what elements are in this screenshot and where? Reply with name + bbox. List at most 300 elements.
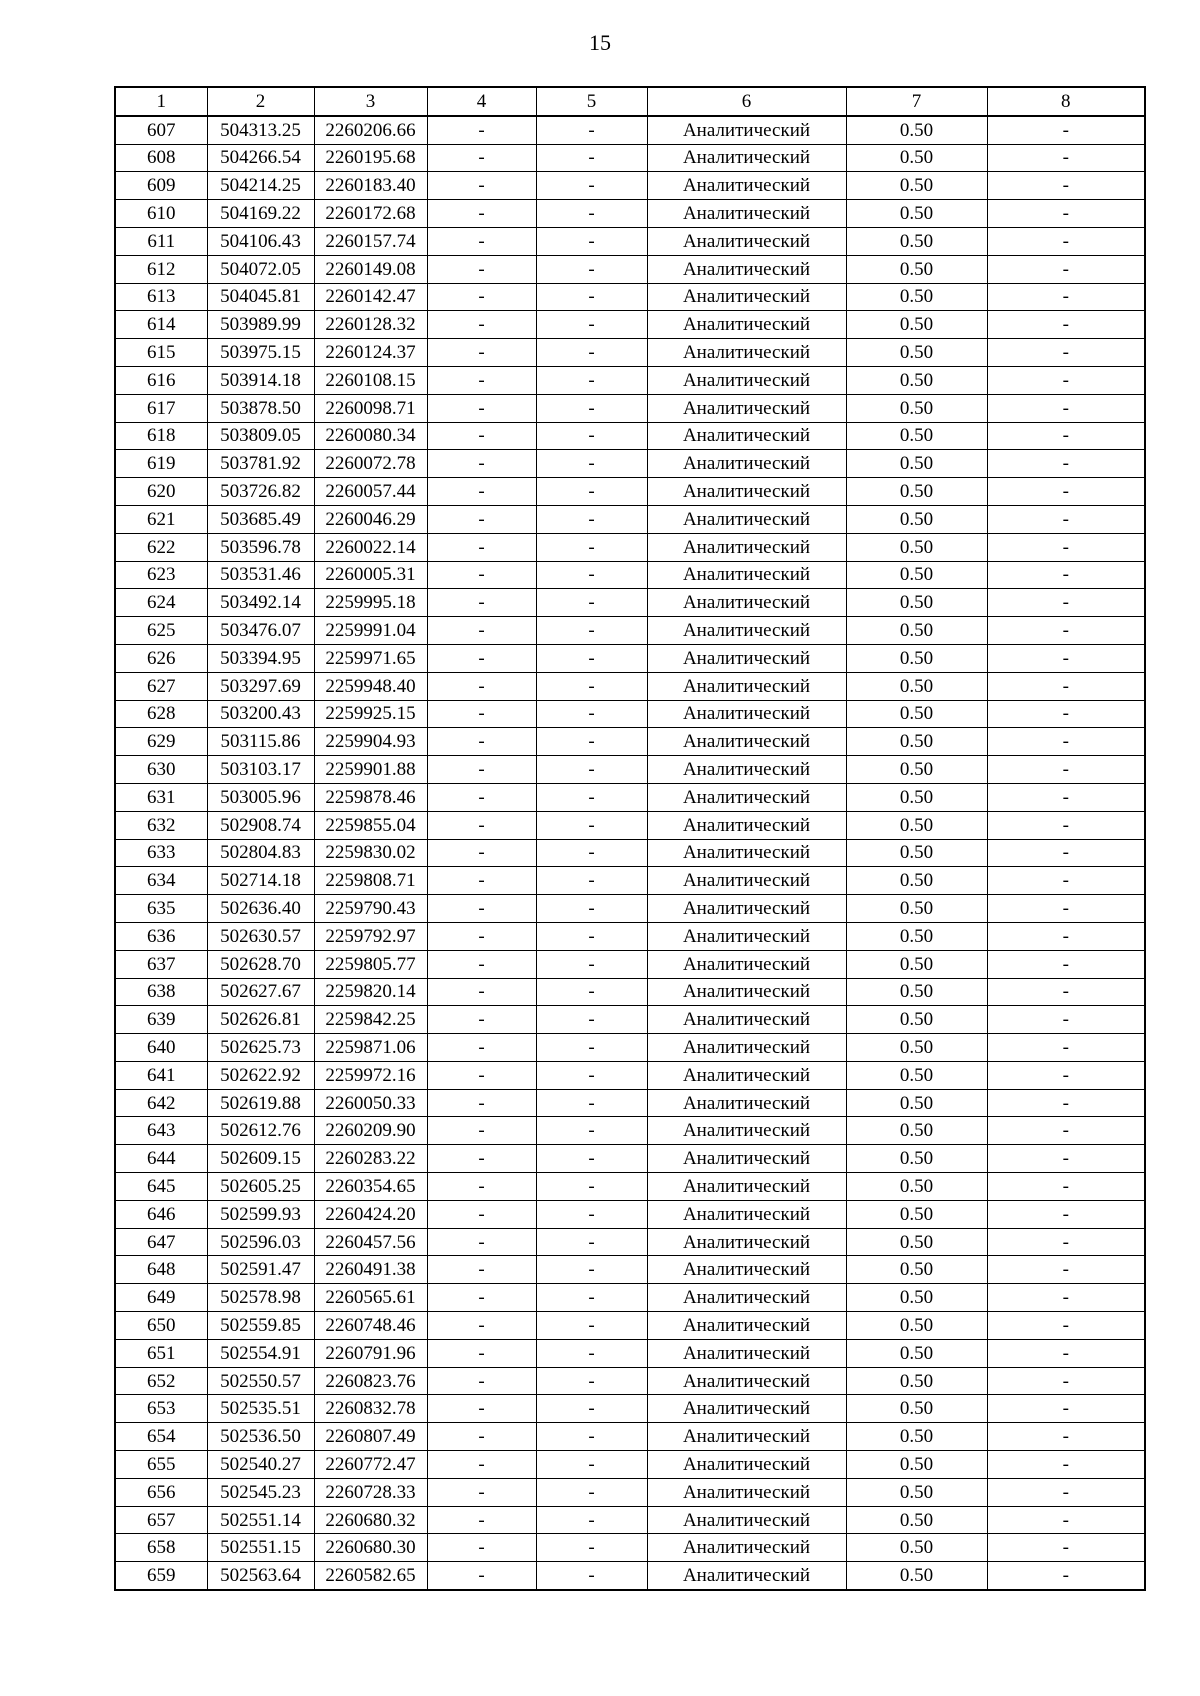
table-cell: - — [536, 1367, 647, 1395]
table-cell: - — [427, 478, 536, 506]
column-header-5: 5 — [536, 87, 647, 116]
table-cell: - — [536, 756, 647, 784]
table-cell: - — [427, 1200, 536, 1228]
table-cell: - — [987, 867, 1145, 895]
table-row — [115, 839, 1145, 867]
table-cell: Аналитический — [647, 1173, 846, 1201]
table-cell: 2260206.66 — [314, 116, 427, 144]
table-cell: - — [536, 1117, 647, 1145]
table-cell: Аналитический — [647, 950, 846, 978]
table-cell: 502540.27 — [207, 1451, 314, 1479]
table-cell: - — [536, 450, 647, 478]
table-cell: 502626.81 — [207, 1006, 314, 1034]
table-cell: - — [987, 1034, 1145, 1062]
table-cell: - — [987, 200, 1145, 228]
table-row — [115, 200, 1145, 228]
table-cell: 2260050.33 — [314, 1089, 427, 1117]
table-cell: - — [536, 116, 647, 144]
table-cell: Аналитический — [647, 1395, 846, 1423]
table-cell: - — [536, 978, 647, 1006]
table-row — [115, 1256, 1145, 1284]
table-cell: 613 — [115, 283, 207, 311]
table-cell: - — [427, 311, 536, 339]
table-cell: 0.50 — [846, 1117, 987, 1145]
table-cell: 502559.85 — [207, 1312, 314, 1340]
table-cell: 0.50 — [846, 1256, 987, 1284]
table-cell: - — [987, 1451, 1145, 1479]
table-cell: Аналитический — [647, 589, 846, 617]
table-cell: - — [987, 283, 1145, 311]
table-cell: 0.50 — [846, 978, 987, 1006]
table-cell: - — [536, 1200, 647, 1228]
table-cell: 2260832.78 — [314, 1395, 427, 1423]
table-cell: 0.50 — [846, 1506, 987, 1534]
table-cell: - — [427, 895, 536, 923]
table-row — [115, 339, 1145, 367]
table-row — [115, 1423, 1145, 1451]
table-cell: - — [987, 783, 1145, 811]
table-cell: 0.50 — [846, 950, 987, 978]
table-cell: - — [987, 811, 1145, 839]
table-cell: 2260157.74 — [314, 227, 427, 255]
table-cell: - — [427, 1506, 536, 1534]
table-cell: 504169.22 — [207, 200, 314, 228]
table-cell: 2259808.71 — [314, 867, 427, 895]
table-cell: - — [987, 756, 1145, 784]
table-cell: 2260491.38 — [314, 1256, 427, 1284]
table-cell: - — [987, 1423, 1145, 1451]
table-cell: 2259820.14 — [314, 978, 427, 1006]
table-cell: 0.50 — [846, 839, 987, 867]
table-cell: Аналитический — [647, 783, 846, 811]
table-row — [115, 1312, 1145, 1340]
table-cell: 2259995.18 — [314, 589, 427, 617]
table-cell: 635 — [115, 895, 207, 923]
table-cell: - — [987, 839, 1145, 867]
table-cell: 627 — [115, 672, 207, 700]
table-cell: - — [427, 1034, 536, 1062]
table-cell: - — [987, 1117, 1145, 1145]
table-row — [115, 394, 1145, 422]
table-row — [115, 366, 1145, 394]
table-cell: 620 — [115, 478, 207, 506]
table-row — [115, 672, 1145, 700]
table-cell: - — [987, 144, 1145, 172]
table-cell: 634 — [115, 867, 207, 895]
table-cell: Аналитический — [647, 1256, 846, 1284]
table-cell: 502578.98 — [207, 1284, 314, 1312]
table-cell: 2260680.32 — [314, 1506, 427, 1534]
table-cell: - — [427, 394, 536, 422]
table-cell: 2259830.02 — [314, 839, 427, 867]
page-number: 15 — [589, 30, 611, 55]
table-cell: - — [987, 394, 1145, 422]
table-cell: Аналитический — [647, 1423, 846, 1451]
table-cell: Аналитический — [647, 422, 846, 450]
table-cell: 2259948.40 — [314, 672, 427, 700]
table-cell: - — [987, 1256, 1145, 1284]
table-cell: - — [536, 839, 647, 867]
table-cell: - — [427, 1367, 536, 1395]
table-cell: 2260080.34 — [314, 422, 427, 450]
table-cell: 0.50 — [846, 311, 987, 339]
table-cell: - — [536, 922, 647, 950]
table-cell: 2260124.37 — [314, 339, 427, 367]
table-cell: 2260072.78 — [314, 450, 427, 478]
table-cell: Аналитический — [647, 311, 846, 339]
table-cell: - — [987, 1367, 1145, 1395]
table-cell: - — [536, 867, 647, 895]
table-row — [115, 756, 1145, 784]
table-cell: 0.50 — [846, 811, 987, 839]
table-cell: 0.50 — [846, 1395, 987, 1423]
table-row — [115, 867, 1145, 895]
table-cell: - — [987, 505, 1145, 533]
table-cell: 0.50 — [846, 1562, 987, 1590]
table-cell: 2260022.14 — [314, 533, 427, 561]
table-cell: 630 — [115, 756, 207, 784]
table-cell: - — [987, 1506, 1145, 1534]
table-cell: Аналитический — [647, 1034, 846, 1062]
table-cell: 2259991.04 — [314, 617, 427, 645]
table-cell: 2260005.31 — [314, 561, 427, 589]
table-cell: - — [427, 617, 536, 645]
table-cell: 0.50 — [846, 1367, 987, 1395]
table-cell: - — [536, 339, 647, 367]
table-cell: 0.50 — [846, 478, 987, 506]
table-cell: 2259972.16 — [314, 1061, 427, 1089]
table-cell: 2260283.22 — [314, 1145, 427, 1173]
table-cell: Аналитический — [647, 1312, 846, 1340]
table-cell: - — [427, 700, 536, 728]
table-cell: 502619.88 — [207, 1089, 314, 1117]
table-cell: 502612.76 — [207, 1117, 314, 1145]
table-cell: - — [987, 1478, 1145, 1506]
table-cell: 502714.18 — [207, 867, 314, 895]
table-cell: - — [536, 533, 647, 561]
table-cell: 504106.43 — [207, 227, 314, 255]
table-cell: 503005.96 — [207, 783, 314, 811]
table-cell: - — [987, 1006, 1145, 1034]
table-cell: 614 — [115, 311, 207, 339]
table-cell: - — [987, 1145, 1145, 1173]
table-cell: Аналитический — [647, 811, 846, 839]
table-cell: 502550.57 — [207, 1367, 314, 1395]
table-cell: 503878.50 — [207, 394, 314, 422]
table-cell: 2260807.49 — [314, 1423, 427, 1451]
table-cell: 0.50 — [846, 1200, 987, 1228]
column-header-6: 6 — [647, 87, 846, 116]
table-cell: 502551.14 — [207, 1506, 314, 1534]
table-cell: 2260354.65 — [314, 1173, 427, 1201]
table-cell: Аналитический — [647, 255, 846, 283]
table-cell: - — [427, 366, 536, 394]
table-cell: - — [536, 227, 647, 255]
table-cell: Аналитический — [647, 1061, 846, 1089]
table-cell: - — [536, 1395, 647, 1423]
table-cell: 2260142.47 — [314, 283, 427, 311]
table-cell: 647 — [115, 1228, 207, 1256]
table-cell: - — [536, 422, 647, 450]
table-row — [115, 978, 1145, 1006]
table-cell: 629 — [115, 728, 207, 756]
table-cell: 502591.47 — [207, 1256, 314, 1284]
table-cell: Аналитический — [647, 895, 846, 923]
table-cell: - — [427, 811, 536, 839]
table-cell: - — [536, 1312, 647, 1340]
table-cell: 625 — [115, 617, 207, 645]
table-cell: - — [427, 1312, 536, 1340]
table-cell: Аналитический — [647, 617, 846, 645]
table-cell: - — [536, 728, 647, 756]
table-cell: 656 — [115, 1478, 207, 1506]
column-header-3: 3 — [314, 87, 427, 116]
table-row — [115, 422, 1145, 450]
table-cell: Аналитический — [647, 1562, 846, 1590]
table-cell: 503531.46 — [207, 561, 314, 589]
table-cell: 503726.82 — [207, 478, 314, 506]
table-row — [115, 895, 1145, 923]
table-cell: 0.50 — [846, 1228, 987, 1256]
table-cell: - — [427, 1339, 536, 1367]
table-cell: - — [987, 1562, 1145, 1590]
table-row — [115, 1117, 1145, 1145]
table-cell: - — [987, 672, 1145, 700]
table-cell: 502630.57 — [207, 922, 314, 950]
table-cell: 502535.51 — [207, 1395, 314, 1423]
table-cell: - — [987, 1089, 1145, 1117]
table-cell: 0.50 — [846, 227, 987, 255]
table-cell: - — [427, 672, 536, 700]
table-cell: - — [987, 1173, 1145, 1201]
table-cell: - — [536, 1284, 647, 1312]
table-cell: 654 — [115, 1423, 207, 1451]
table-cell: 638 — [115, 978, 207, 1006]
table-cell: 502625.73 — [207, 1034, 314, 1062]
table-row — [115, 1451, 1145, 1479]
table-cell: 645 — [115, 1173, 207, 1201]
table-cell: Аналитический — [647, 1089, 846, 1117]
table-cell: Аналитический — [647, 478, 846, 506]
table-cell: 2260823.76 — [314, 1367, 427, 1395]
table-cell: - — [427, 533, 536, 561]
table-cell: 624 — [115, 589, 207, 617]
table-row — [115, 617, 1145, 645]
table-row — [115, 478, 1145, 506]
table-cell: - — [536, 1506, 647, 1534]
table-cell: Аналитический — [647, 867, 846, 895]
table-cell: - — [987, 1534, 1145, 1562]
table-cell: 2260057.44 — [314, 478, 427, 506]
table-cell: 0.50 — [846, 1089, 987, 1117]
table-cell: - — [536, 672, 647, 700]
table-cell: 0.50 — [846, 895, 987, 923]
table-row — [115, 505, 1145, 533]
table-cell: - — [536, 895, 647, 923]
table-cell: - — [427, 1173, 536, 1201]
table-cell: 0.50 — [846, 366, 987, 394]
table-cell: 637 — [115, 950, 207, 978]
table-cell: - — [987, 1200, 1145, 1228]
table-cell: 0.50 — [846, 1534, 987, 1562]
table-cell: - — [987, 172, 1145, 200]
table-cell: Аналитический — [647, 1200, 846, 1228]
table-cell: 2259971.65 — [314, 644, 427, 672]
table-cell: 0.50 — [846, 922, 987, 950]
table-cell: Аналитический — [647, 172, 846, 200]
table-cell: 2260565.61 — [314, 1284, 427, 1312]
table-cell: 643 — [115, 1117, 207, 1145]
table-cell: Аналитический — [647, 1367, 846, 1395]
table-cell: - — [427, 1089, 536, 1117]
table-cell: 2260046.29 — [314, 505, 427, 533]
table-cell: 646 — [115, 1200, 207, 1228]
table-cell: Аналитический — [647, 839, 846, 867]
table-cell: - — [987, 950, 1145, 978]
table-row — [115, 1145, 1145, 1173]
table-row — [115, 1562, 1145, 1590]
column-header-4: 4 — [427, 87, 536, 116]
table-cell: - — [987, 255, 1145, 283]
table-cell: 631 — [115, 783, 207, 811]
table-cell: - — [987, 227, 1145, 255]
column-header-8: 8 — [987, 87, 1145, 116]
table-cell: 0.50 — [846, 867, 987, 895]
table-cell: 502554.91 — [207, 1339, 314, 1367]
table-cell: 503476.07 — [207, 617, 314, 645]
table-cell: - — [987, 1312, 1145, 1340]
table-cell: Аналитический — [647, 1478, 846, 1506]
table-cell: - — [427, 950, 536, 978]
table-cell: - — [536, 478, 647, 506]
table-cell: 0.50 — [846, 1451, 987, 1479]
table-cell: 639 — [115, 1006, 207, 1034]
table-cell: - — [987, 700, 1145, 728]
table-row — [115, 283, 1145, 311]
table-cell: Аналитический — [647, 1006, 846, 1034]
table-cell: - — [536, 1145, 647, 1173]
table-cell: 607 — [115, 116, 207, 144]
table-cell: 2260149.08 — [314, 255, 427, 283]
table-cell: - — [536, 505, 647, 533]
table-cell: Аналитический — [647, 200, 846, 228]
table-cell: - — [987, 1284, 1145, 1312]
table-cell: - — [536, 144, 647, 172]
table-cell: - — [427, 1117, 536, 1145]
table-cell: 503200.43 — [207, 700, 314, 728]
table-cell: 621 — [115, 505, 207, 533]
table-cell: - — [427, 1423, 536, 1451]
table-cell: 0.50 — [846, 255, 987, 283]
table-cell: 2259855.04 — [314, 811, 427, 839]
table-cell: Аналитический — [647, 283, 846, 311]
table-cell: 0.50 — [846, 1006, 987, 1034]
table-cell: - — [536, 1478, 647, 1506]
table-cell: Аналитический — [647, 922, 846, 950]
table-cell: - — [987, 339, 1145, 367]
table-cell: 503492.14 — [207, 589, 314, 617]
table-cell: - — [427, 255, 536, 283]
table-cell: 2260424.20 — [314, 1200, 427, 1228]
table-cell: 626 — [115, 644, 207, 672]
table-cell: 636 — [115, 922, 207, 950]
table-cell: 503596.78 — [207, 533, 314, 561]
table-cell: 611 — [115, 227, 207, 255]
table-cell: 0.50 — [846, 617, 987, 645]
table-cell: 2260108.15 — [314, 366, 427, 394]
table-cell: - — [427, 339, 536, 367]
table-cell: - — [427, 922, 536, 950]
table-cell: 641 — [115, 1061, 207, 1089]
table-cell: 0.50 — [846, 1173, 987, 1201]
table-cell: 617 — [115, 394, 207, 422]
table-cell: 503115.86 — [207, 728, 314, 756]
table-cell: - — [987, 1061, 1145, 1089]
table-row — [115, 783, 1145, 811]
table-cell: 0.50 — [846, 644, 987, 672]
table-cell: 502605.25 — [207, 1173, 314, 1201]
table-cell: 2260791.96 — [314, 1339, 427, 1367]
table-cell: 2260582.65 — [314, 1562, 427, 1590]
table-cell: - — [536, 561, 647, 589]
table-cell: 503781.92 — [207, 450, 314, 478]
table-cell: - — [427, 144, 536, 172]
table-cell: - — [536, 811, 647, 839]
table-row — [115, 1061, 1145, 1089]
table-cell: 503809.05 — [207, 422, 314, 450]
table-cell: 2260172.68 — [314, 200, 427, 228]
table-cell: 632 — [115, 811, 207, 839]
table-body — [115, 116, 1145, 1590]
table-cell: 503297.69 — [207, 672, 314, 700]
table-cell: 2260183.40 — [314, 172, 427, 200]
table-cell: 610 — [115, 200, 207, 228]
table-cell: - — [536, 617, 647, 645]
table-cell: Аналитический — [647, 978, 846, 1006]
table-cell: 650 — [115, 1312, 207, 1340]
table-cell: 640 — [115, 1034, 207, 1062]
table-cell: 0.50 — [846, 672, 987, 700]
table-cell: Аналитический — [647, 1451, 846, 1479]
table-cell: - — [427, 1006, 536, 1034]
table-cell: 0.50 — [846, 1145, 987, 1173]
table-cell: 2260772.47 — [314, 1451, 427, 1479]
table-cell: 502599.93 — [207, 1200, 314, 1228]
table-row — [115, 1173, 1145, 1201]
table-cell: - — [536, 950, 647, 978]
table-cell: - — [536, 1256, 647, 1284]
table-cell: 0.50 — [846, 700, 987, 728]
table-cell: Аналитический — [647, 533, 846, 561]
table-cell: 658 — [115, 1534, 207, 1562]
table-cell: - — [987, 644, 1145, 672]
table-cell: - — [427, 728, 536, 756]
table-cell: Аналитический — [647, 339, 846, 367]
table-cell: - — [536, 1061, 647, 1089]
table-cell: - — [536, 1173, 647, 1201]
table-cell: - — [987, 1228, 1145, 1256]
table-cell: - — [987, 422, 1145, 450]
table-cell: 0.50 — [846, 783, 987, 811]
table-row — [115, 1228, 1145, 1256]
table-cell: 0.50 — [846, 505, 987, 533]
table-cell: - — [536, 700, 647, 728]
table-cell: 0.50 — [846, 1339, 987, 1367]
table-cell: - — [427, 1451, 536, 1479]
table-cell: Аналитический — [647, 227, 846, 255]
table-row — [115, 1395, 1145, 1423]
table-cell: - — [427, 227, 536, 255]
